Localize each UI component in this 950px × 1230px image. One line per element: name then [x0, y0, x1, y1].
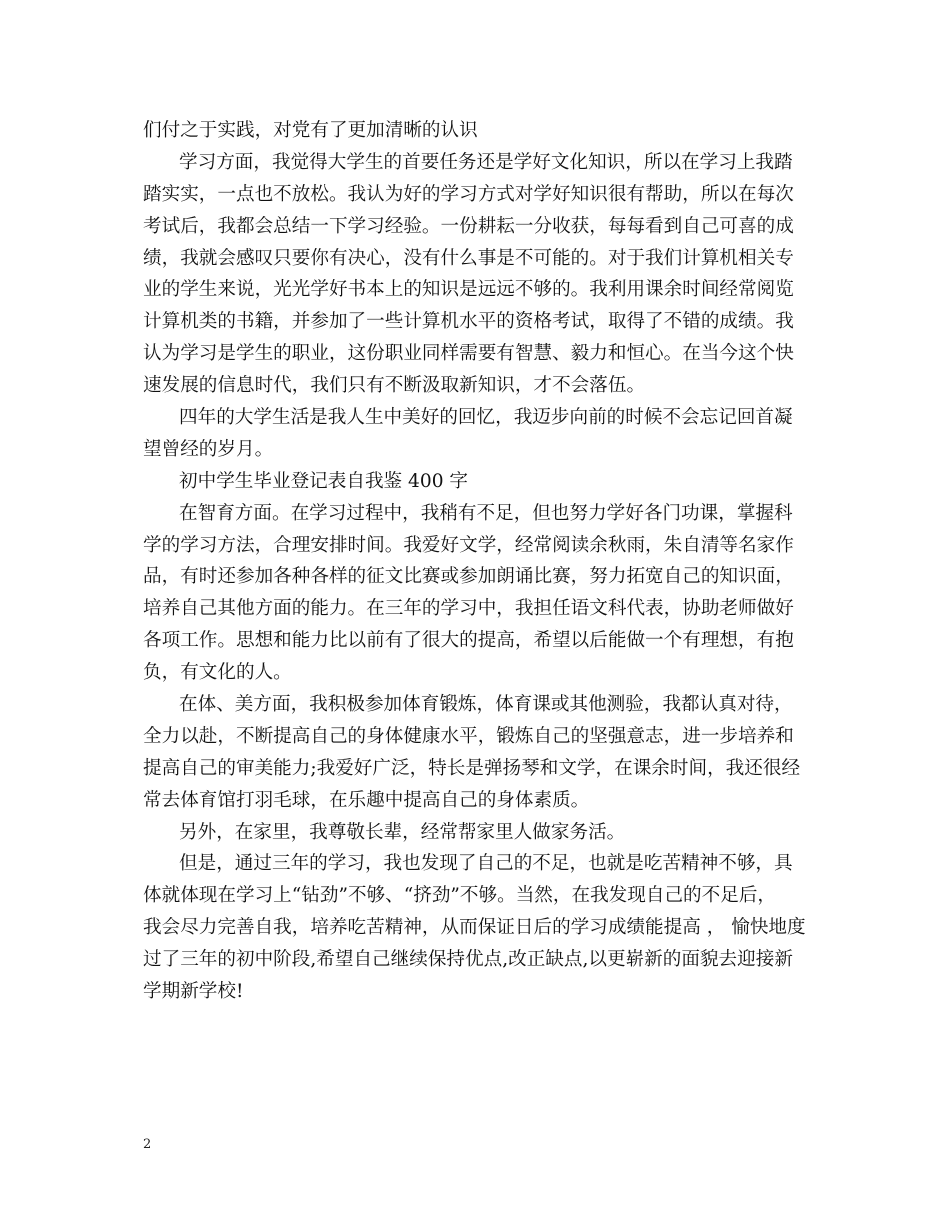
text-line: 全力以赴，不断提高自己的身体健康水平，锻炼自己的坚强意志，进一步培养和 [143, 725, 794, 747]
text-line: 考试后，我都会总结一下学习经验。一份耕耘一分收获，每每看到自己可喜的成 [143, 215, 794, 237]
text-line: 体就体现在学习上“钻劲”不够、“挤劲”不够。当然，在我发现自己的不足后， [143, 885, 777, 907]
text-line: 学的学习方法，合理安排时间。我爱好文学，经常阅读余秋雨，朱自清等名家作 [143, 534, 794, 556]
text-line: 绩，我就会感叹只要你有决心，没有什么事是不可能的。对于我们计算机相关专 [143, 247, 794, 269]
page-number: 2 [143, 1137, 152, 1152]
text-line: 速发展的信息时代，我们只有不断汲取新知识，才不会落伍。 [143, 375, 646, 397]
text-line: 我会尽力完善自我，培养吃苦精神，从而保证日后的学习成绩能提高 ， 愉快地度 [143, 917, 806, 939]
text-line: 业的学生来说，光光学好书本上的知识是远远不够的。我利用课余时间经常阅览 [143, 279, 794, 301]
text-line: 们付之于实践，对党有了更加清晰的认识 [143, 120, 478, 141]
text-line: 在智育方面。在学习过程中，我稍有不足，但也努力学好各门功课，掌握科 [179, 502, 793, 524]
document-body [143, 115, 823, 1008]
text-line: 负，有文化的人。 [143, 662, 292, 684]
text-line: 四年的大学生活是我人生中美好的回忆，我迈步向前的时候不会忘记回首凝 [179, 407, 793, 429]
text-line: 望曾经的岁月。 [143, 438, 274, 460]
text-line: 学期新学校! [143, 981, 244, 1003]
text-line: 在体、美方面，我积极参加体育锻炼，体育课或其他测验，我都认真对待， [179, 694, 793, 716]
text-line: 初中学生毕业登记表自我鉴 400 字 [179, 470, 469, 492]
text-line: 另外，在家里，我尊敬长辈，经常帮家里人做家务活。 [179, 821, 626, 843]
text-line: 培养自己其他方面的能力。在三年的学习中，我担任语文科代表，协助老师做好 [143, 598, 794, 620]
text-line: 常去体育馆打羽毛球，在乐趣中提高自己的身体素质。 [143, 789, 590, 811]
text-line: 计算机类的书籍，并参加了一些计算机水平的资格考试，取得了不错的成绩。我 [143, 311, 794, 333]
text-line: 但是，通过三年的学习，我也发现了自己的不足，也就是吃苦精神不够，具 [179, 853, 793, 875]
text-line: 踏实实，一点也不放松。我认为好的学习方式对学好知识很有帮助，所以在每次 [143, 183, 794, 205]
text-line: 品，有时还参加各种各样的征文比赛或参加朗诵比赛，努力拓宽自己的知识面， [143, 566, 794, 588]
text-line: 各项工作。思想和能力比以前有了很大的提高，希望以后能做一个有理想，有抱 [143, 630, 794, 652]
text-line: 过了三年的初中阶段,希望自己继续保持优点,改正缺点,以更崭新的面貌去迎接新 [143, 949, 793, 971]
text-line: 学习方面，我觉得大学生的首要任务还是学好文化知识，所以在学习上我踏 [179, 151, 793, 173]
text-line: 认为学习是学生的职业，这份职业同样需要有智慧、毅力和恒心。在当今这个快 [143, 343, 794, 365]
text-line: 提高自己的审美能力;我爱好广泛，特长是弹扬琴和文学，在课余时间，我还很经 [143, 757, 801, 779]
